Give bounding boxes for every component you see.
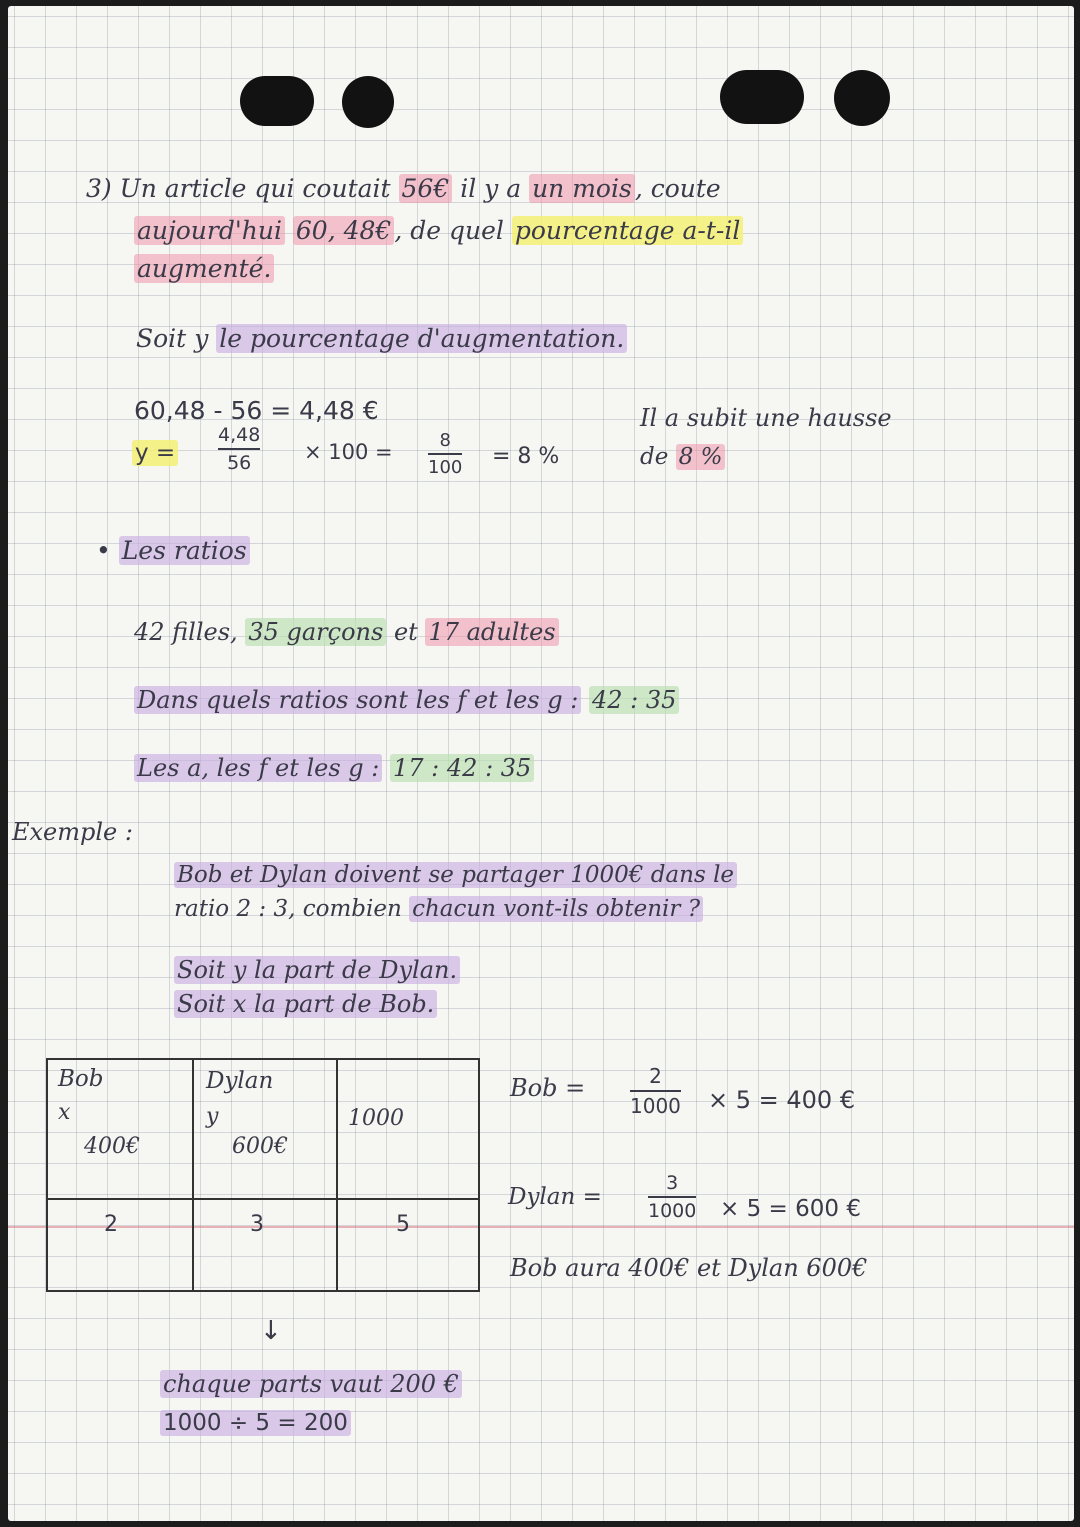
table-col2-name: Dylan [206, 1068, 274, 1094]
binder-hole [834, 70, 890, 126]
ratios-data: 42 filles, 35 garçons et 17 adultes [134, 618, 559, 646]
table-col2-value: 600€ [232, 1134, 288, 1159]
notebook-page [8, 6, 1074, 1521]
calc-bob-result: × 5 = 400 € [708, 1086, 856, 1114]
solution3-fraction-2: 8 100 [428, 430, 463, 478]
table-divider [192, 1060, 194, 1290]
example-text-2: ratio 2 : 3, combien chacun vont-ils obtenir ? [174, 896, 703, 922]
calc-conclusion: Bob aura 400€ et Dylan 600€ [510, 1254, 868, 1282]
example-text-1: Bob et Dylan doivent se partager 1000€ dans le [174, 862, 737, 888]
calc-bob-label: Bob = [510, 1074, 586, 1102]
example-let-y: Soit y la part de Dylan. [174, 956, 460, 984]
solution3-let: Soit y le pourcentage d'augmentation. [136, 324, 627, 353]
solution3-conclusion-1: Il a subit une hausse [640, 404, 892, 432]
calc-dylan-result: × 5 = 600 € [720, 1196, 861, 1222]
binder-hole [720, 70, 804, 124]
problem3-line3: augmenté. [134, 254, 274, 283]
table-col1-value: 400€ [84, 1134, 140, 1159]
table-divider [48, 1198, 478, 1200]
table-col1-name: Bob [58, 1066, 104, 1092]
parts-line-1: chaque parts vaut 200 € [160, 1370, 462, 1398]
problem3-line2: aujourd'hui 60, 48€ , de quel pourcentage a-t-il [134, 216, 743, 245]
table-col2-var: y [206, 1104, 219, 1129]
table-divider [336, 1060, 338, 1290]
table-col3-total: 1000 [348, 1106, 404, 1131]
binder-hole [240, 76, 314, 126]
solution3-times: × 100 = [304, 440, 393, 464]
down-arrow-icon: ↓ [260, 1316, 282, 1346]
solution3-difference: 60,48 - 56 = 4,48 € [134, 396, 379, 425]
problem3-line1: 3) Un article qui coutait 56€ il y a un mois , coute [86, 174, 721, 203]
solution3-fraction-1: 4,48 56 [218, 424, 261, 474]
solution3-conclusion-2: de 8 % [640, 444, 725, 470]
parts-line-2: 1000 ÷ 5 = 200 [160, 1410, 351, 1436]
solution3-result: = 8 % [492, 444, 560, 469]
calc-dylan-label: Dylan = [508, 1184, 602, 1210]
ratios-heading: • Les ratios [96, 536, 250, 565]
ratios-question-2: Les a, les f et les g : 17 : 42 : 35 [134, 754, 534, 782]
ratios-question-1: Dans quels ratios sont les f et les g : 42 : 35 [134, 686, 679, 714]
table-col1-var: x [58, 1100, 71, 1125]
example-let-x: Soit x la part de Bob. [174, 990, 437, 1018]
table-ratio-2: 3 [250, 1212, 264, 1237]
calc-bob-fraction: 2 1000 [630, 1064, 681, 1118]
table-ratio-1: 2 [104, 1212, 118, 1237]
table-ratio-3: 5 [396, 1212, 410, 1237]
example-label: Exemple : [12, 818, 133, 846]
calc-dylan-fraction: 3 1000 [648, 1172, 697, 1222]
solution3-y-label: y = [132, 440, 178, 466]
binder-hole [342, 76, 394, 128]
